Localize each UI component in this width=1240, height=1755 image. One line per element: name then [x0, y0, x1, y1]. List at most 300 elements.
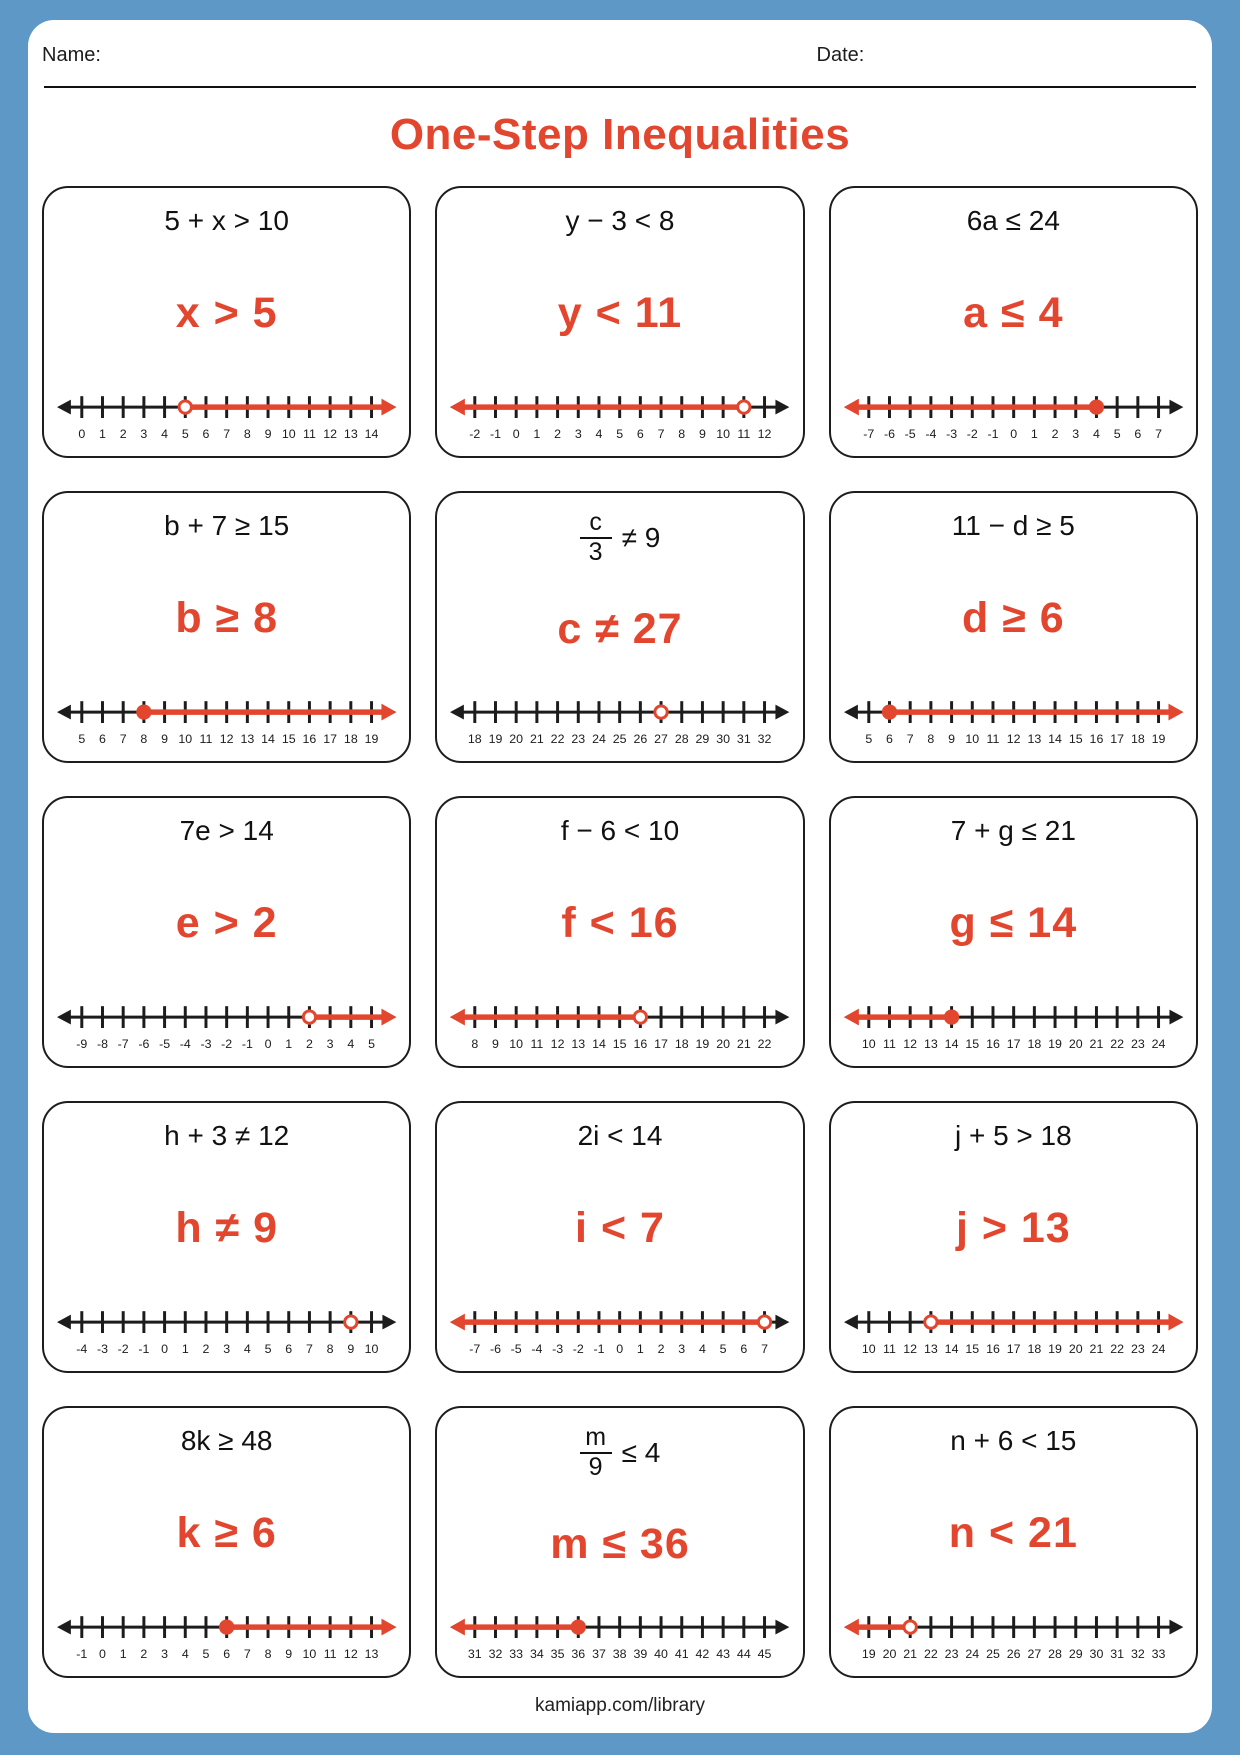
- svg-text:2: 2: [119, 426, 127, 441]
- svg-text:0: 0: [1009, 426, 1017, 441]
- problem-card: [42, 1101, 411, 1373]
- worksheet-page: [28, 20, 1212, 1733]
- number-line: [843, 998, 1184, 1058]
- page-title: One-Step Inequalities: [389, 110, 851, 159]
- svg-text:18: 18: [675, 1036, 689, 1051]
- svg-text:12: 12: [1006, 731, 1021, 746]
- svg-text:2: 2: [140, 1646, 148, 1661]
- svg-text:17: 17: [654, 1036, 669, 1051]
- problem-expression: f − 6 < 10: [560, 815, 680, 846]
- svg-text:-3: -3: [945, 426, 957, 441]
- svg-text:11: 11: [530, 1036, 544, 1051]
- svg-text:18: 18: [468, 731, 483, 746]
- svg-text:-2: -2: [573, 1341, 585, 1356]
- number-line: [56, 693, 397, 753]
- svg-text:9: 9: [947, 731, 955, 746]
- svg-text:0: 0: [78, 426, 86, 441]
- svg-text:6: 6: [202, 426, 210, 441]
- number-line: [449, 1303, 790, 1363]
- problem-card: [829, 796, 1198, 1068]
- svg-text:1: 1: [99, 426, 106, 441]
- svg-text:4: 4: [595, 426, 603, 441]
- svg-text:23: 23: [571, 731, 586, 746]
- svg-text:0: 0: [99, 1646, 106, 1661]
- svg-text:24: 24: [965, 1646, 979, 1661]
- svg-text:-9: -9: [76, 1036, 88, 1051]
- svg-text:14: 14: [944, 1341, 959, 1356]
- svg-text:19: 19: [861, 1646, 876, 1661]
- svg-text:13: 13: [571, 1036, 586, 1051]
- svg-text:19: 19: [695, 1036, 710, 1051]
- problem-card: [435, 491, 804, 763]
- answer-text: n < 21: [948, 1508, 1078, 1557]
- problem-card: [435, 1406, 804, 1678]
- svg-text:7: 7: [243, 1646, 251, 1661]
- answer-text: y < 11: [557, 288, 683, 337]
- svg-text:27: 27: [1027, 1646, 1041, 1661]
- svg-text:35: 35: [551, 1646, 565, 1661]
- svg-text:32: 32: [1130, 1646, 1145, 1661]
- svg-text:12: 12: [343, 1646, 358, 1661]
- number-line: [449, 998, 790, 1058]
- svg-text:41: 41: [675, 1646, 689, 1661]
- problem-expression: 11 − d ≥ 5: [951, 510, 1075, 541]
- problem-card: [42, 186, 411, 458]
- svg-text:20: 20: [1068, 1036, 1083, 1051]
- svg-text:8: 8: [243, 426, 251, 441]
- svg-text:10: 10: [178, 731, 193, 746]
- fraction-comparison: ≤ 4: [621, 1436, 661, 1468]
- svg-text:12: 12: [219, 731, 234, 746]
- fraction-numerator: m: [585, 1423, 607, 1451]
- fraction-denominator: 9: [580, 1452, 612, 1482]
- svg-text:11: 11: [882, 1036, 896, 1051]
- svg-text:-1: -1: [138, 1341, 150, 1356]
- svg-text:0: 0: [264, 1036, 272, 1051]
- svg-text:8: 8: [927, 731, 934, 746]
- problem-card: [829, 491, 1198, 763]
- svg-text:1: 1: [533, 426, 541, 441]
- problem-expression: 7 + g ≤ 21: [950, 815, 1076, 846]
- svg-text:23: 23: [944, 1646, 959, 1661]
- svg-text:14: 14: [261, 731, 275, 746]
- svg-text:11: 11: [882, 1341, 896, 1356]
- svg-text:42: 42: [695, 1646, 710, 1661]
- number-line: [843, 388, 1184, 448]
- svg-text:12: 12: [551, 1036, 565, 1051]
- answer-text: j > 13: [955, 1203, 1071, 1252]
- svg-text:1: 1: [119, 1646, 127, 1661]
- number-line: [56, 1303, 397, 1363]
- svg-text:7: 7: [906, 731, 914, 746]
- svg-text:21: 21: [530, 731, 545, 746]
- number-line: [843, 693, 1184, 753]
- svg-text:9: 9: [264, 426, 272, 441]
- svg-text:3: 3: [140, 426, 148, 441]
- svg-text:6: 6: [1134, 426, 1141, 441]
- problem-expression: 7e > 14: [179, 815, 274, 846]
- svg-text:4: 4: [699, 1341, 707, 1356]
- svg-text:15: 15: [965, 1036, 979, 1051]
- svg-text:44: 44: [737, 1646, 752, 1661]
- svg-text:33: 33: [509, 1646, 524, 1661]
- problem-card: [829, 1101, 1198, 1373]
- answer-text: e > 2: [175, 898, 278, 947]
- svg-text:-2: -2: [117, 1341, 129, 1356]
- number-line: [56, 388, 397, 448]
- answer-text: b ≥ 8: [175, 593, 278, 642]
- problem-expression: 5 + x > 10: [164, 205, 289, 236]
- svg-text:26: 26: [1006, 1646, 1021, 1661]
- svg-text:11: 11: [986, 731, 1000, 746]
- svg-text:-7: -7: [469, 1341, 481, 1356]
- svg-text:3: 3: [223, 1341, 231, 1356]
- problem-expression: [580, 1424, 661, 1481]
- svg-text:-5: -5: [511, 1341, 523, 1356]
- svg-text:1: 1: [637, 1341, 645, 1356]
- svg-text:4: 4: [347, 1036, 355, 1051]
- svg-text:18: 18: [1027, 1036, 1041, 1051]
- svg-text:7: 7: [761, 1341, 769, 1356]
- problem-card: [42, 1406, 411, 1678]
- svg-text:9: 9: [161, 731, 169, 746]
- svg-text:2: 2: [657, 1341, 665, 1356]
- svg-text:17: 17: [323, 731, 338, 746]
- svg-text:-4: -4: [531, 1341, 543, 1356]
- svg-text:14: 14: [1047, 731, 1062, 746]
- svg-text:-1: -1: [490, 426, 502, 441]
- svg-text:4: 4: [243, 1341, 251, 1356]
- footer: [42, 1678, 1198, 1733]
- svg-text:10: 10: [965, 731, 979, 746]
- svg-text:6: 6: [740, 1341, 748, 1356]
- svg-text:23: 23: [1130, 1341, 1145, 1356]
- fraction: [580, 1424, 612, 1481]
- svg-text:1: 1: [285, 1036, 293, 1051]
- svg-text:0: 0: [513, 426, 520, 441]
- svg-text:13: 13: [343, 426, 358, 441]
- svg-text:-4: -4: [925, 426, 937, 441]
- svg-text:5: 5: [368, 1036, 375, 1051]
- svg-text:8: 8: [326, 1341, 334, 1356]
- svg-text:18: 18: [343, 731, 358, 746]
- svg-text:13: 13: [364, 1646, 379, 1661]
- svg-text:-1: -1: [593, 1341, 605, 1356]
- svg-text:13: 13: [1027, 731, 1041, 746]
- svg-text:5: 5: [1113, 426, 1121, 441]
- svg-text:-4: -4: [179, 1036, 191, 1051]
- svg-text:-2: -2: [221, 1036, 233, 1051]
- svg-text:17: 17: [1006, 1341, 1021, 1356]
- svg-text:8: 8: [140, 731, 148, 746]
- name-date-row: [42, 44, 1198, 74]
- svg-text:3: 3: [1071, 426, 1079, 441]
- svg-text:-2: -2: [469, 426, 481, 441]
- svg-text:-1: -1: [241, 1036, 253, 1051]
- svg-text:7: 7: [223, 426, 231, 441]
- svg-text:22: 22: [1109, 1036, 1124, 1051]
- footer-link: kamiapp.com/library: [535, 1694, 705, 1716]
- svg-text:38: 38: [613, 1646, 627, 1661]
- problem-expression: n + 6 < 15: [950, 1425, 1077, 1456]
- svg-text:32: 32: [488, 1646, 503, 1661]
- svg-text:2: 2: [554, 426, 562, 441]
- svg-text:12: 12: [757, 426, 772, 441]
- problem-card: [435, 186, 804, 458]
- problems-grid: [42, 186, 1198, 1678]
- svg-text:9: 9: [492, 1036, 500, 1051]
- svg-text:11: 11: [303, 426, 316, 441]
- svg-text:30: 30: [1089, 1646, 1104, 1661]
- svg-text:24: 24: [592, 731, 607, 746]
- svg-text:-7: -7: [117, 1036, 129, 1051]
- svg-text:0: 0: [616, 1341, 624, 1356]
- problem-expression: [580, 509, 661, 566]
- svg-text:24: 24: [1151, 1341, 1166, 1356]
- svg-text:22: 22: [923, 1646, 938, 1661]
- problem-card: [42, 796, 411, 1068]
- svg-text:43: 43: [716, 1646, 731, 1661]
- svg-text:8: 8: [471, 1036, 479, 1051]
- svg-text:28: 28: [1047, 1646, 1062, 1661]
- svg-text:5: 5: [181, 426, 189, 441]
- svg-text:12: 12: [902, 1341, 917, 1356]
- svg-text:16: 16: [985, 1036, 1000, 1051]
- svg-text:21: 21: [1089, 1341, 1104, 1356]
- svg-text:-4: -4: [76, 1341, 88, 1356]
- fraction-numerator: c: [589, 508, 602, 536]
- number-line: [449, 693, 790, 753]
- svg-text:-3: -3: [200, 1036, 212, 1051]
- svg-text:5: 5: [78, 731, 86, 746]
- problem-expression: j + 5 > 18: [954, 1120, 1072, 1151]
- svg-text:18: 18: [1027, 1341, 1041, 1356]
- svg-text:27: 27: [654, 731, 669, 746]
- svg-text:18: 18: [1130, 731, 1145, 746]
- number-line: [56, 998, 397, 1058]
- answer-text: m ≤ 36: [550, 1520, 690, 1568]
- svg-text:-1: -1: [987, 426, 999, 441]
- answer-text: i < 7: [575, 1203, 665, 1252]
- fraction: [580, 509, 612, 566]
- svg-text:16: 16: [633, 1036, 648, 1051]
- svg-text:25: 25: [985, 1646, 1000, 1661]
- svg-text:22: 22: [1109, 1341, 1124, 1356]
- svg-text:-5: -5: [904, 426, 916, 441]
- fraction-denominator: 3: [580, 537, 612, 567]
- answer-text: h ≠ 9: [175, 1203, 278, 1252]
- svg-text:-8: -8: [96, 1036, 109, 1051]
- svg-text:25: 25: [613, 731, 627, 746]
- number-line: [449, 1608, 790, 1668]
- svg-text:3: 3: [326, 1036, 334, 1051]
- svg-text:8: 8: [678, 426, 686, 441]
- svg-text:16: 16: [985, 1341, 1000, 1356]
- svg-text:20: 20: [1068, 1341, 1083, 1356]
- svg-text:0: 0: [161, 1341, 169, 1356]
- svg-text:23: 23: [1130, 1036, 1145, 1051]
- svg-text:15: 15: [1068, 731, 1083, 746]
- svg-text:17: 17: [1006, 1036, 1021, 1051]
- svg-text:4: 4: [181, 1646, 189, 1661]
- problem-card: [435, 1101, 804, 1373]
- svg-text:10: 10: [716, 426, 731, 441]
- svg-text:31: 31: [468, 1646, 483, 1661]
- svg-text:7: 7: [657, 426, 665, 441]
- svg-text:8: 8: [264, 1646, 272, 1661]
- svg-text:-2: -2: [966, 426, 978, 441]
- svg-text:10: 10: [861, 1341, 876, 1356]
- svg-text:14: 14: [944, 1036, 959, 1051]
- svg-text:5: 5: [720, 1341, 727, 1356]
- fraction-comparison: ≠ 9: [621, 521, 661, 553]
- problem-expression: 6a ≤ 24: [966, 205, 1060, 236]
- svg-text:-6: -6: [490, 1341, 502, 1356]
- svg-text:9: 9: [699, 426, 707, 441]
- svg-text:1: 1: [181, 1341, 189, 1356]
- problem-expression: 8k ≥ 48: [180, 1425, 273, 1456]
- problem-card: [435, 796, 804, 1068]
- svg-text:2: 2: [305, 1036, 313, 1051]
- date-label: Date:: [816, 44, 865, 66]
- svg-text:9: 9: [285, 1646, 293, 1661]
- answer-text: c ≠ 27: [557, 605, 683, 653]
- svg-text:39: 39: [633, 1646, 648, 1661]
- svg-text:21: 21: [902, 1646, 917, 1661]
- answer-text: k ≥ 6: [176, 1508, 277, 1557]
- problem-expression: y − 3 < 8: [565, 205, 675, 236]
- svg-text:11: 11: [199, 731, 213, 746]
- svg-text:12: 12: [902, 1036, 917, 1051]
- svg-text:15: 15: [613, 1036, 627, 1051]
- svg-text:15: 15: [965, 1341, 979, 1356]
- svg-text:28: 28: [675, 731, 689, 746]
- problem-expression: h + 3 ≠ 12: [164, 1120, 290, 1151]
- svg-text:6: 6: [637, 426, 645, 441]
- svg-text:4: 4: [161, 426, 169, 441]
- svg-text:33: 33: [1151, 1646, 1166, 1661]
- svg-text:11: 11: [323, 1646, 337, 1661]
- svg-text:5: 5: [202, 1646, 210, 1661]
- svg-text:12: 12: [323, 426, 338, 441]
- svg-text:29: 29: [695, 731, 710, 746]
- svg-text:-3: -3: [96, 1341, 109, 1356]
- problem-card: [829, 1406, 1198, 1678]
- svg-text:40: 40: [654, 1646, 669, 1661]
- svg-text:3: 3: [678, 1341, 686, 1356]
- svg-text:2: 2: [1051, 426, 1059, 441]
- svg-text:20: 20: [716, 1036, 731, 1051]
- svg-text:36: 36: [571, 1646, 586, 1661]
- svg-text:11: 11: [737, 426, 751, 441]
- problem-expression: 2i < 14: [577, 1120, 663, 1151]
- svg-text:22: 22: [551, 731, 565, 746]
- number-line: [843, 1303, 1184, 1363]
- svg-text:5: 5: [616, 426, 624, 441]
- svg-text:13: 13: [923, 1036, 938, 1051]
- svg-text:-5: -5: [159, 1036, 171, 1051]
- svg-text:20: 20: [509, 731, 524, 746]
- svg-text:6: 6: [285, 1341, 293, 1356]
- svg-text:-7: -7: [862, 426, 874, 441]
- svg-text:5: 5: [264, 1341, 272, 1356]
- svg-text:37: 37: [592, 1646, 607, 1661]
- svg-text:10: 10: [861, 1036, 876, 1051]
- svg-text:19: 19: [1151, 731, 1166, 746]
- svg-text:16: 16: [1089, 731, 1104, 746]
- problem-expression: b + 7 ≥ 15: [164, 510, 290, 541]
- svg-text:32: 32: [757, 731, 772, 746]
- svg-text:6: 6: [99, 731, 106, 746]
- svg-text:10: 10: [302, 1646, 317, 1661]
- svg-text:21: 21: [737, 1036, 752, 1051]
- svg-text:-6: -6: [138, 1036, 150, 1051]
- svg-text:7: 7: [1154, 426, 1162, 441]
- svg-text:15: 15: [281, 731, 296, 746]
- svg-text:-1: -1: [76, 1646, 88, 1661]
- number-line: [449, 388, 790, 448]
- svg-text:2: 2: [202, 1341, 210, 1356]
- answer-text: g ≤ 14: [949, 898, 1078, 947]
- number-line: [843, 1608, 1184, 1668]
- svg-text:7: 7: [305, 1341, 313, 1356]
- svg-text:34: 34: [530, 1646, 545, 1661]
- svg-text:10: 10: [364, 1341, 379, 1356]
- svg-text:19: 19: [1047, 1341, 1062, 1356]
- answer-text: d ≥ 6: [961, 593, 1065, 642]
- svg-text:10: 10: [281, 426, 296, 441]
- svg-text:6: 6: [885, 731, 893, 746]
- svg-text:26: 26: [633, 731, 648, 746]
- header-divider: [44, 86, 1196, 88]
- svg-text:14: 14: [592, 1036, 607, 1051]
- svg-text:45: 45: [757, 1646, 772, 1661]
- svg-text:31: 31: [737, 731, 752, 746]
- svg-text:13: 13: [923, 1341, 938, 1356]
- number-line: [56, 1608, 397, 1668]
- svg-text:7: 7: [119, 731, 127, 746]
- svg-text:10: 10: [509, 1036, 524, 1051]
- svg-text:14: 14: [364, 426, 379, 441]
- svg-text:5: 5: [865, 731, 872, 746]
- answer-text: x > 5: [175, 288, 278, 337]
- problem-card: [42, 491, 411, 763]
- svg-text:13: 13: [240, 731, 255, 746]
- svg-text:19: 19: [364, 731, 379, 746]
- svg-text:-6: -6: [883, 426, 895, 441]
- svg-text:17: 17: [1109, 731, 1124, 746]
- svg-text:16: 16: [302, 731, 317, 746]
- svg-text:9: 9: [347, 1341, 355, 1356]
- svg-text:6: 6: [223, 1646, 231, 1661]
- svg-text:30: 30: [716, 731, 731, 746]
- svg-text:-3: -3: [552, 1341, 564, 1356]
- svg-text:19: 19: [488, 731, 503, 746]
- svg-text:31: 31: [1109, 1646, 1124, 1661]
- svg-text:24: 24: [1151, 1036, 1166, 1051]
- svg-text:3: 3: [161, 1646, 169, 1661]
- svg-text:29: 29: [1068, 1646, 1083, 1661]
- svg-text:4: 4: [1092, 426, 1100, 441]
- answer-text: a ≤ 4: [963, 288, 1064, 337]
- problem-card: [829, 186, 1198, 458]
- svg-text:1: 1: [1030, 426, 1038, 441]
- svg-text:3: 3: [575, 426, 583, 441]
- name-label: Name:: [42, 44, 101, 66]
- svg-text:19: 19: [1047, 1036, 1062, 1051]
- svg-text:20: 20: [882, 1646, 897, 1661]
- svg-text:21: 21: [1089, 1036, 1104, 1051]
